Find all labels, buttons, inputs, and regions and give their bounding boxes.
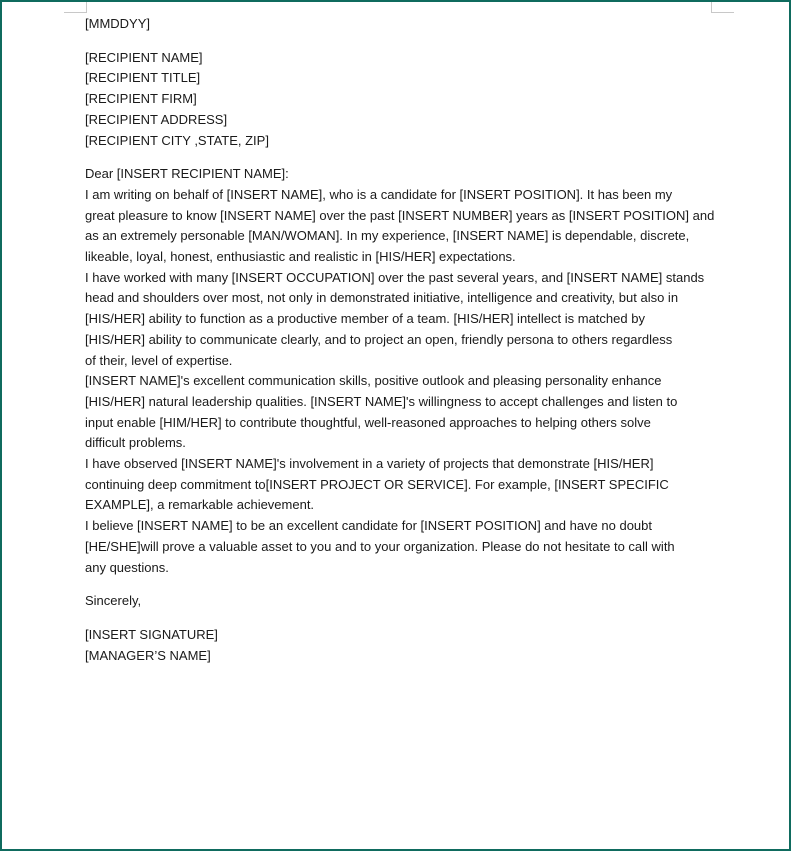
manager-name: [MANAGER’S NAME] bbox=[85, 647, 211, 663]
date-line: [MMDDYY] bbox=[85, 16, 150, 31]
paragraph-line: I have observed [INSERT NAME]'s involvement in a variety of projects that demonstrate [HIS/HER] bbox=[85, 456, 654, 472]
recipient-address: [RECIPIENT ADDRESS] bbox=[85, 111, 228, 127]
paragraph-line: [HIS/HER] ability to function as a productive member of a team. [HIS/HER] intellect is matched by bbox=[85, 311, 645, 327]
paragraph-line: difficult problems. bbox=[85, 435, 186, 451]
paragraph-5 bbox=[85, 516, 715, 578]
salutation: Dear [INSERT RECIPIENT NAME]: bbox=[85, 166, 289, 182]
paragraph-line: I believe [INSERT NAME] to be an excellent candidate for [INSERT POSITION] and have no doubt bbox=[85, 518, 653, 534]
paragraph-line: [HIS/HER] natural leadership qualities. [INSERT NAME]'s willingness to accept challenges and listen to bbox=[85, 393, 678, 409]
paragraph-line: [INSERT NAME]'s excellent communication skills, positive outlook and pleasing personality enhance bbox=[85, 373, 662, 389]
paragraph-line: as an extremely personable [MAN/WOMAN]. In my experience, [INSERT NAME] is dependable, discrete, bbox=[85, 228, 690, 244]
paragraph-3 bbox=[85, 371, 715, 454]
crop-mark-top-left bbox=[64, 2, 87, 13]
paragraph-2 bbox=[85, 268, 715, 372]
paragraph-line: great pleasure to know [INSERT NAME] over the past [INSERT NUMBER] years as [INSERT POSITION] and bbox=[85, 207, 715, 223]
paragraph-line: of their, level of expertise. bbox=[85, 352, 233, 368]
recipient-firm: [RECIPIENT FIRM] bbox=[85, 91, 197, 107]
paragraph-line: [HE/SHE]will prove a valuable asset to you and to your organization. Please do not hesitate to call with bbox=[85, 538, 675, 554]
paragraph-line: any questions. bbox=[85, 559, 169, 575]
paragraph-4 bbox=[85, 454, 715, 516]
paragraph-line: head and shoulders over most, not only in demonstrated initiative, intelligence and creativity, but also in bbox=[85, 290, 679, 306]
letter-body bbox=[85, 14, 715, 666]
paragraph-line: input enable [HIM/HER] to contribute thoughtful, well-reasoned approaches to helping others solve bbox=[85, 414, 651, 430]
paragraph-line: I have worked with many [INSERT OCCUPATION] over the past several years, and [INSERT NAME] stands bbox=[85, 269, 705, 285]
signature-block bbox=[85, 625, 715, 666]
recipient-block bbox=[85, 48, 715, 152]
paragraph-line: continuing deep commitment to[INSERT PROJECT OR SERVICE]. For example, [INSERT SPECIFIC bbox=[85, 476, 669, 492]
paragraph-1 bbox=[85, 185, 715, 268]
recipient-name: [RECIPIENT NAME] bbox=[85, 49, 203, 65]
paragraph-line: likeable, loyal, honest, enthusiastic and realistic in [HIS/HER] expectations. bbox=[85, 249, 516, 265]
paragraph-line: EXAMPLE], a remarkable achievement. bbox=[85, 497, 315, 513]
closing: Sincerely, bbox=[85, 593, 142, 609]
recipient-title: [RECIPIENT TITLE] bbox=[85, 70, 201, 86]
paragraph-line: I am writing on behalf of [INSERT NAME], who is a candidate for [INSERT POSITION]. It has been my bbox=[85, 186, 673, 202]
recipient-city-state-zip: [RECIPIENT CITY ,STATE, ZIP] bbox=[85, 132, 269, 148]
signature-line: [INSERT SIGNATURE] bbox=[85, 626, 218, 642]
paragraph-line: [HIS/HER] ability to communicate clearly, and to project an open, friendly persona to others regardless bbox=[85, 331, 673, 347]
crop-mark-top-right bbox=[711, 2, 734, 13]
